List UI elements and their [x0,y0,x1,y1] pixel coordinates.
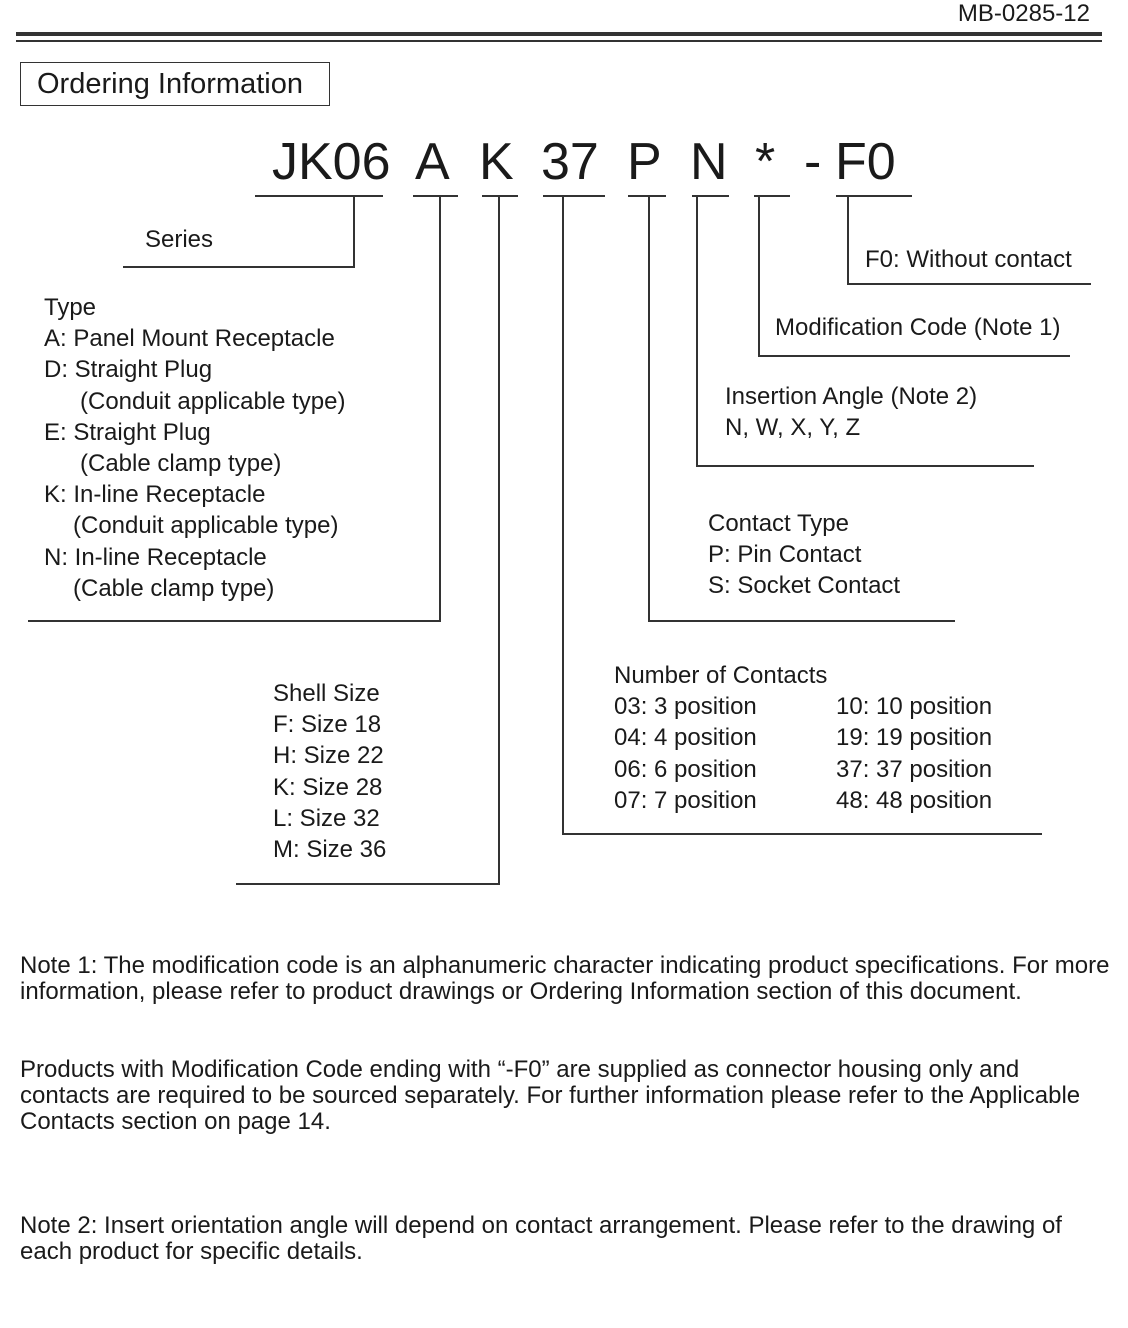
angle-block [725,381,977,443]
type-option-e-note: (Cable clamp type) [80,450,282,478]
shell-option: L: Size 32 [273,804,380,832]
pn-contact-type: P [627,133,662,191]
contact-type-block [708,508,900,602]
contacts-option: 48: 48 position [836,786,993,814]
type-block [44,292,346,604]
underline-shell [482,195,518,197]
leader-f0-vertical [847,195,849,285]
leader-f0-horizontal [847,283,1091,285]
contacts-option: 06: 6 position [614,755,757,783]
modification-code-label: Modification Code (Note 1) [775,314,1061,341]
leader-angle-vertical [696,195,698,467]
leader-contact-type-horizontal [648,620,955,622]
type-option-d-note: (Conduit applicable type) [80,387,346,415]
leader-series-horizontal [123,266,355,268]
type-option-a: A: Panel Mount Receptacle [44,325,335,353]
leader-mod-horizontal [758,355,1070,357]
pn-angle: N [690,133,728,191]
type-option-k: K: In-line Receptacle [44,481,266,509]
leader-type-vertical [439,195,441,622]
underline-contacts [543,195,605,197]
underline-contact-type [628,195,666,197]
note-2: Note 2: Insert orientation angle will depend on contact arrangement. Please refer to the drawing of each product for specific details. [20,1212,1062,1265]
leader-mod-vertical [758,195,760,357]
note-f0: Products with Modification Code ending with “-F0” are supplied as connector housing only and contacts are required to be sourced separately. For further information please refer to the Applicable Contacts section on page 14. [20,1056,1081,1135]
header-rule-thin [16,40,1102,42]
pn-shell: K [479,133,514,191]
contacts-option: 07: 7 position [614,786,757,814]
note-1: Note 1: The modification code is an alphanumeric character indicating product specifications. For more information, please refer to product drawings or Ordering Information section of this document. [20,952,1110,1005]
shell-option: M: Size 36 [273,836,387,864]
document-code: MB-0285-12 [957,0,1090,27]
contacts-heading: Number of Contacts [614,662,828,689]
section-title: Ordering Information [20,62,330,106]
pn-f0: F0 [835,133,896,191]
contact-type-option: S: Socket Contact [708,572,901,600]
pn-series: JK06 [272,133,391,191]
contact-type-option: P: Pin Contact [708,541,862,569]
shell-option: F: Size 18 [273,711,382,739]
angle-heading: Insertion Angle (Note 2) [725,383,978,410]
type-option-e: E: Straight Plug [44,418,211,446]
contacts-block [614,660,992,816]
leader-contact-type-vertical [648,195,650,622]
pn-dash: - [804,133,822,191]
type-option-n-note: (Cable clamp type) [73,574,275,602]
leader-angle-horizontal [696,465,1034,467]
angle-options: N, W, X, Y, Z [725,414,861,442]
leader-contacts-vertical [562,195,564,835]
shell-size-block [273,678,386,865]
underline-type [413,195,458,197]
shell-heading: Shell Size [273,680,380,707]
f0-label: F0: Without contact [865,246,1072,273]
shell-option: K: Size 28 [273,773,383,801]
leader-shell-horizontal [236,883,500,885]
leader-type-horizontal [28,620,441,622]
underline-series [255,195,383,197]
pn-mod: * [755,133,776,191]
series-label: Series [145,226,214,253]
pn-type: A [415,133,450,191]
header-rule-thick [16,32,1102,36]
contact-type-heading: Contact Type [708,510,849,537]
type-option-k-note: (Conduit applicable type) [73,512,339,540]
pn-contacts: 37 [541,133,599,191]
leader-contacts-horizontal [562,833,1042,835]
type-option-d: D: Straight Plug [44,356,213,384]
contacts-option: 03: 3 position [614,693,757,721]
type-heading: Type [44,294,97,321]
type-option-n: N: In-line Receptacle [44,543,267,571]
contacts-option: 19: 19 position [836,724,993,752]
contacts-option: 37: 37 position [836,755,993,783]
contacts-option: 04: 4 position [614,724,757,752]
contacts-option: 10: 10 position [836,693,993,721]
leader-series-vertical [353,195,355,268]
shell-option: H: Size 22 [273,742,384,770]
leader-shell-vertical [498,195,500,885]
